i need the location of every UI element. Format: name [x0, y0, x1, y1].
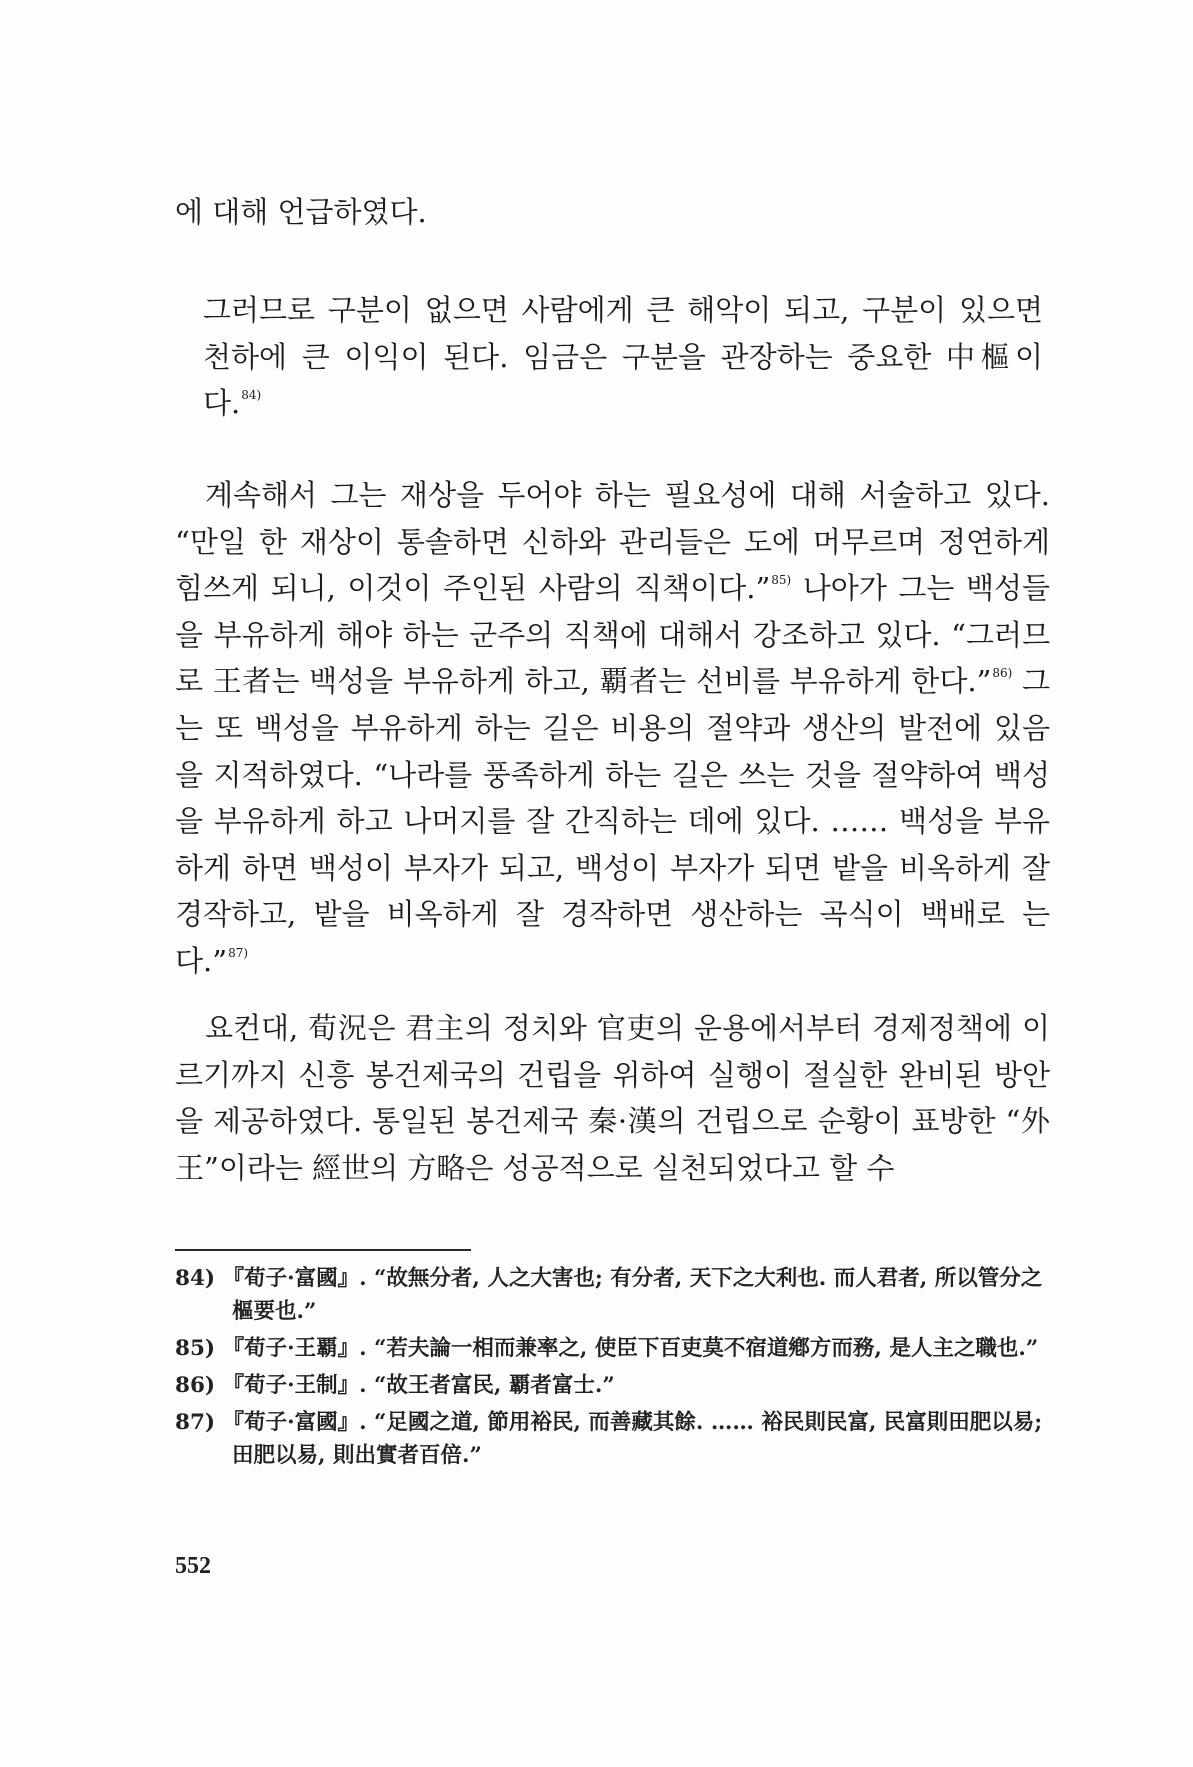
footnote-85 [175, 1332, 1060, 1365]
footnote-number: 84) [175, 1266, 216, 1291]
footnote-84 [175, 1262, 1060, 1328]
block-quote [203, 287, 1043, 427]
footnote-text: 『荀子·富國』. “故無分者, 人之大害也; 有分者, 天下之大利也. 而人君者, 所以管分之樞要也.” [222, 1266, 1043, 1324]
footnote-ref-85[interactable]: 85) [771, 573, 792, 588]
page-number: 552 [175, 1553, 211, 1579]
paragraph-1-sentence-3: 그는 또 백성을 부유하게 하는 길은 비용의 절약과 생산의 발전에 있음을 지적하였다. “나라를 풍족하게 하는 길은 쓰는 것을 절약하여 백성을 부유하게 하고 나머지를 잘 간직하는 데에 있다. …… 백성을 부유하게 하면 백성이 부자가 되고, 백성이 부자가 되면 밭을 비옥하게 잘 경작하고, 밭을 비옥하게 잘 경작하면 생산하는 곡식이 백배로 는다.” [175, 664, 1050, 978]
footnote-text: 『荀子·富國』. “足國之道, 節用裕民, 而善藏其餘. …… 裕民則民富, 民富則田肥以易; 田肥以易, 則出實者百倍.” [222, 1410, 1043, 1468]
footnote-divider [175, 1249, 471, 1251]
paragraph-1-sentence-2: 나아가 그는 백성들을 부유하게 해야 하는 군주의 직책에 대해서 강조하고 있다. “그러므로 王者는 백성을 부유하게 하고, 覇者는 선비를 부유하게 한다.” [175, 571, 1050, 699]
footnote-ref-87[interactable]: 87) [228, 945, 249, 960]
footnote-text: 『荀子·王制』. “故王者富民, 覇者富士.” [222, 1373, 615, 1398]
footnote-86 [175, 1369, 1060, 1402]
paragraph-1 [175, 472, 1050, 985]
paragraph-2: 요컨대, 荀況은 君主의 정치와 官吏의 운용에서부터 경제정책에 이르기까지 신흥 봉건제국의 건립을 위하여 실행이 절실한 완비된 방안을 제공하였다. 통일된 봉건제국 秦·漢의 건립으로 순황이 표방한 “外王”이라는 經世의 方略은 성공적으로 실천되었다고 할 수 [175, 1011, 1050, 1185]
footnote-ref-84[interactable]: 84) [241, 388, 262, 403]
paragraph-1-sentence-1: 계속해서 그는 재상을 두어야 하는 필요성에 대해 서술하고 있다. “만일 한 재상이 통솔하면 신하와 관리들은 도에 머무르며 정연하게 힘쓰게 되니, 이것이 주인된 사람의 직책이다.” [175, 478, 1050, 606]
footnote-ref-86[interactable]: 86) [992, 666, 1013, 681]
footnote-87 [175, 1406, 1060, 1472]
footnote-text: 『荀子·王覇』. “若夫論一相而兼率之, 使臣下百吏莫不宿道鄕方而務, 是人主之職也.” [222, 1336, 1039, 1361]
footnote-number: 85) [175, 1336, 216, 1361]
footnote-number: 86) [175, 1373, 216, 1398]
block-quote-text: 그러므로 구분이 없으면 사람에게 큰 해악이 되고, 구분이 있으면 천하에 큰 이익이 된다. 임금은 구분을 관장하는 중요한 中樞이다. [203, 293, 1043, 421]
footnote-number: 87) [175, 1410, 216, 1435]
footnotes-section [175, 1262, 1060, 1476]
continuation-line: 에 대해 언급하였다. [175, 195, 427, 229]
